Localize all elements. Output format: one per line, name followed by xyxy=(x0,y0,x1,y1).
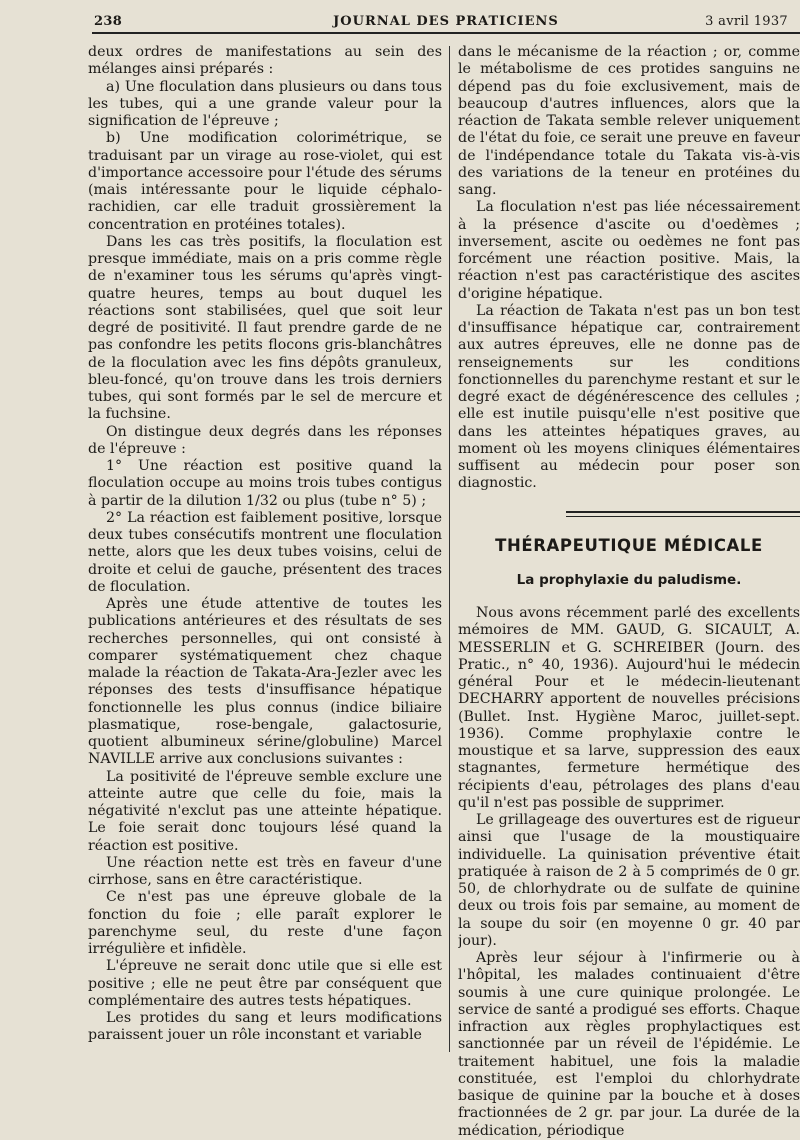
paragraph: L'épreuve ne serait donc utile que si elle est positive ; elle ne peut être par conséquent que complémentaire des autres tests hépatiques. xyxy=(88,958,442,1009)
paragraph: On distingue deux degrés dans les réponses de l'épreuve : xyxy=(88,423,442,457)
paragraph: Nous avons récemment parlé des excellents mémoires de MM. GAUD, G. SICAULT, A. MESSERLIN et G. SCHREIBER (Journ. des Pratic., n° 40, 1936). Aujourd'hui le médecin général Pour et le médecin-lieutenant DECHARRY apportent de nouvelles précisions (Bullet. Inst. Hygiène Maroc, juillet-sept. 1936). Comme prophylaxie contre le moustique et sa larve, suppression des eaux stagnantes, fermeture hermétique des récipients d'eau, pétrolages des plans d'eau qu'il n'est pas possible de supprimer. xyxy=(458,605,800,811)
page-header xyxy=(92,12,800,34)
section-separator xyxy=(566,511,800,517)
issue-date: 3 avril 1937 xyxy=(705,14,788,29)
header-rule xyxy=(92,32,800,34)
paragraph: Une réaction nette est très en faveur d'une cirrhose, sans en être caractéristique. xyxy=(88,854,442,888)
paragraph: 1° Une réaction est positive quand la floculation occupe au moins trois tubes contigus à partir de la dilution 1/32 ou plus (tube n° 5) ; xyxy=(88,458,442,509)
paragraph: b) Une modification colorimétrique, se traduisant par un virage au rose-violet, qui est d'importance accessoire pour l'étude des sérums (mais intéressante pour le liquide céphalo-rachidien, car elle traduit grossièrement la concentration en protéines totales). xyxy=(88,130,442,233)
journal-title: JOURNAL DES PRATICIENS xyxy=(333,14,559,29)
page-number: 238 xyxy=(94,14,123,29)
right-column xyxy=(458,44,800,1140)
paragraph: Dans les cas très positifs, la floculation est presque immédiate, mais on a pris comme règle de n'examiner tous les sérums qu'après vingt-quatre heures, temps au bout duquel les réactions sont stabilisées, quel que soit leur degré de positivité. Il faut prendre garde de ne pas confondre les petits flocons gris-blanchâtres de la floculation avec les fins dépôts granuleux, bleu-foncé, qu'on trouve dans les trois derniers tubes, qui sont formés par le sel de mercure et la fuchsine. xyxy=(88,233,442,423)
paragraph: 2° La réaction est faiblement positive, lorsque deux tubes consécutifs montrent une floculation nette, alors que les deux tubes voisins, celui de droite et celui de gauche, présentent des traces de floculation. xyxy=(88,509,442,595)
paragraph: Après une étude attentive de toutes les publications antérieures et des résultats de ses recherches personnelles, qui ont consisté à comparer systématiquement chez chaque malade la réaction de Takata-Ara-Jezler avec les réponses des tests d'insuffisance hépatique fonctionnelle les plus connus (indice biliaire plasmatique, rose-bengale, galactosurie, quotient albumineux sérine/globuline) Marcel NAVILLE arrive aux conclusions suivantes : xyxy=(88,596,442,768)
column-divider xyxy=(449,46,450,1052)
paragraph: a) Une floculation dans plusieurs ou dans tous les tubes, qui a une grande valeur pour la signification de l'épreuve ; xyxy=(88,78,442,129)
left-column xyxy=(88,44,442,1045)
section-title: THÉRAPEUTIQUE MÉDICALE xyxy=(495,535,763,555)
paragraph: dans le mécanisme de la réaction ; or, comme le métabolisme de ces protides sanguins ne dépend pas du foie exclusivement, mais de beaucoup d'autres influences, alors que la réaction de Takata semble relever uniquement de l'état du foie, ce serait une preuve en faveur de l'indépendance totale du Takata vis-à-vis des variations de la teneur en protéines du sang. xyxy=(458,44,800,198)
paragraph: deux ordres de manifestations au sein des mélanges ainsi préparés : xyxy=(88,44,442,78)
paragraph: La positivité de l'épreuve semble exclure une atteinte autre que celle du foie, mais la négativité n'exclut pas une atteinte hépatique. Le foie serait donc toujours lésé quand la réaction est positive. xyxy=(88,768,442,854)
paragraph: Après leur séjour à l'infirmerie ou à l'hôpital, les malades continuaient d'être soumis à une cure quinique prolongée. Le service de santé a prodigué ses efforts. Chaque infraction aux règles prophylactiques est sanctionnée par un réveil de l'épidémie. Le traitement habituel, une fois la maladie constituée, est l'emploi du chlorhydrate basique de quinine par la bouche et à doses fractionnées de 2 gr. par jour. La durée de la médication, périodique xyxy=(458,950,800,1139)
paragraph: La réaction de Takata n'est pas un bon test d'insuffisance hépatique car, contrairement aux autres épreuves, elle ne donne pas de renseignements sur les conditions fonctionnelles du parenchyme restant et sur le degré exact de dégénérescence des cellules ; elle est inutile puisqu'elle n'est positive que dans les atteintes hépatiques graves, au moment où les moyens cliniques élémentaires suffisent au médecin pour poser son diagnostic. xyxy=(458,302,800,492)
paragraph: La floculation n'est pas liée nécessairement à la présence d'ascite ou d'oedèmes ; inversement, ascite ou oedèmes ne font pas forcément une réaction positive. Mais, la réaction n'est pas caractéristique des ascites d'origine hépatique. xyxy=(458,199,800,302)
paragraph: Les protides du sang et leurs modifications paraissent jouer un rôle inconstant et variable xyxy=(88,1010,442,1044)
paragraph: Le grillageage des ouvertures est de rigueur ainsi que l'usage de la moustiquaire individuelle. La quinisation préventive était pratiquée à raison de 2 à 5 comprimés de 0 gr. 50, de chlorhydrate ou de sulfate de quinine deux ou trois fois par semaine, au moment de la soupe du soir (en moyenne 0 gr. 40 par jour). xyxy=(458,812,800,949)
paragraph: Ce n'est pas une épreuve globale de la fonction du foie ; elle paraît explorer le parenchyme seul, du reste d'une façon irrégulière et infidèle. xyxy=(88,889,442,957)
article-title: La prophylaxie du paludisme. xyxy=(516,571,742,588)
